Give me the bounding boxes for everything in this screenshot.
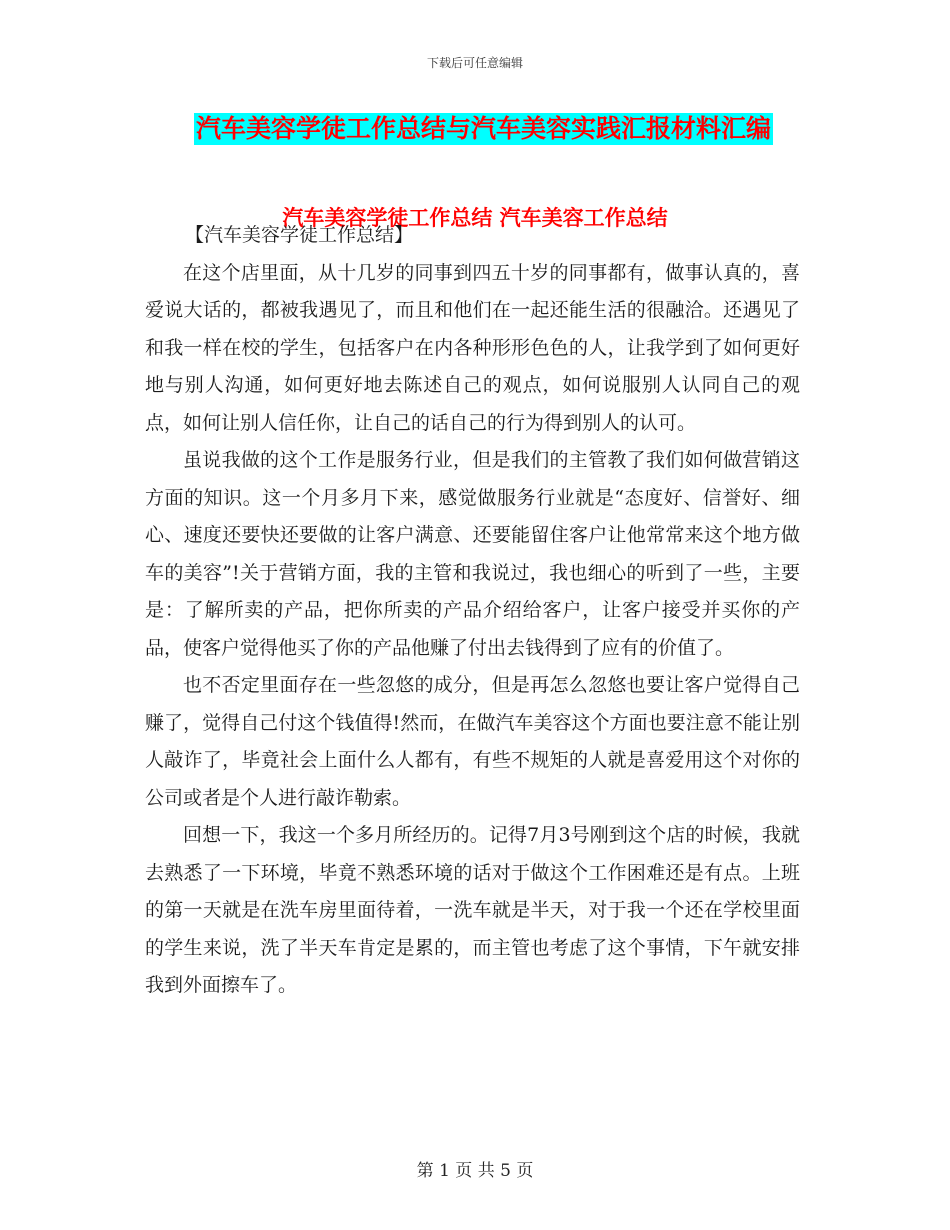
- section-label: 【汽车美容学徒工作总结】: [185, 224, 414, 246]
- paragraph: 也不否定里面存在一些忽悠的成分，但是再怎么忽悠也要让客户觉得自己赚了，觉得自己付这个钱值得!然而，在做汽车美容这个方面也要注意不能让别人敲诈了，毕竟社会上面什么人都有，有些不规矩的人就是喜爱用这个对你的公司或者是个人进行敲诈勒索。: [145, 674, 800, 809]
- document-body: [145, 217, 800, 1005]
- paragraph: 回想一下，我这一个多月所经历的。记得7月3号刚到这个店的时候，我就去熟悉了一下环境，毕竟不熟悉环境的话对于做这个工作困难还是有点。上班的第一天就是在洗车房里面待着，一洗车就是半天，对于我一个还在学校里面的学生来说，洗了半天车肯定是累的，而主管也考虑了这个事情，下午就安排我到外面擦车了。: [145, 824, 800, 996]
- sub-title: 汽车美容学徒工作总结 汽车美容工作总结: [282, 206, 668, 230]
- paragraph: 虽说我做的这个工作是服务行业，但是我们的主管教了我们如何做营销这方面的知识。这一个月多月下来，感觉做服务行业就是“态度好、信誉好、细心、速度还要快还要做的让客户满意、还要能留住客户让他常常来这个地方做车的美容”!关于营销方面，我的主管和我说过，我也细心的听到了一些，主要是：了解所卖的产品，把你所卖的产品介绍给客户，让客户接受并买你的产品，使客户觉得他买了你的产品他赚了付出去钱得到了应有的价值了。: [145, 449, 800, 659]
- page-number: 第 1 页 共 5 页: [416, 1161, 534, 1181]
- header-note: 下载后可任意编辑: [426, 56, 523, 70]
- main-title: 汽车美容学徒工作总结与汽车美容实践汇报材料汇编: [196, 114, 772, 143]
- paragraph: 在这个店里面，从十几岁的同事到四五十岁的同事都有，做事认真的，喜爱说大话的，都被我遇见了，而且和他们在一起还能生活的很融洽。还遇见了和我一样在校的学生，包括客户在内各种形形色色的人，让我学到了如何更好地与别人沟通，如何更好地去陈述自己的观点，如何说服别人认同自己的观点，如何让别人信任你，让自己的话自己的行为得到别人的认可。: [145, 261, 800, 434]
